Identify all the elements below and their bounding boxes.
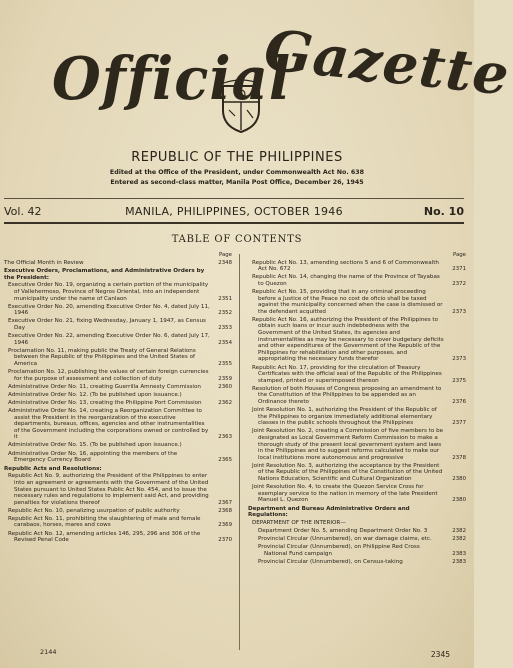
toc-entry [4,408,232,441]
toc-entry [248,520,466,527]
toc-entry [248,407,466,427]
toc-entry [4,260,232,267]
toc-entry-text: Republic Act No. 15, providing that in any criminal proceeding before a Justice of the Peace no cost de oficio shall be taxed against the municipality concerned when the case is dismissed or the defendant acquitted [252,288,443,315]
toc-entry-page: 2373 [452,356,466,363]
toc-entry [4,451,232,464]
toc-section-heading [4,268,232,281]
toc-entry-page: 2352 [218,310,232,317]
edited-line: Edited at the Office of the President, under Commonwealth Act No. 638 [109,169,365,176]
toc-entry [4,508,232,515]
toc-entry-page: 2362 [218,399,232,406]
toc-page-label: Page [218,252,232,258]
toc-entry-page: 2363 [218,434,232,441]
toc-entry [4,282,232,302]
toc-entry-page: 2372 [452,280,466,287]
toc-entry-page: 2348 [218,259,232,266]
toc-entry [248,260,466,273]
toc-entry-page: 2376 [452,398,466,405]
toc-entry-text: Joint Resolution No. 4, to create the Quezon Service Cross for exemplary service to the nation in memory of the late President Manuel L. Quezon [252,484,438,504]
toc-entry-text: Department and Bureau Administrative Orders and Regulations: [248,505,410,519]
toc-entry-text: Joint Resolution No. 2, creating a Commission of five members to be designated as Local Government Reform Commission to make a thorough study of the present local government system and laws in the Philippines and to suggest reforms calculated to make our local institutions more autonomous and progressive [252,428,444,461]
toc-entry-text: DEPARTMENT OF THE INTERIOR— [252,520,346,527]
toc-entry [248,544,466,557]
toc-entry-text: Proclamation No. 12, publishing the values of certain foreign currencies for the purpose of assessment and collection of duty [8,369,209,382]
toc-entry-page: 2382 [452,528,466,535]
masthead-title-right: Gazette [261,17,513,109]
toc-entry-page: 2370 [218,537,232,544]
toc-entry-page: 2360 [218,383,232,390]
toc-entry-text: Proclamation No. 11, making public the Treaty of General Relations between the Republic of the Philippines and the United States of America [8,347,196,367]
toc-entry-page: 2375 [452,377,466,384]
toc-title: TABLE OF CONTENTS [171,234,303,245]
toc-entry-page: 2383 [452,559,466,566]
toc-right-list [248,260,466,566]
toc-left-list [4,260,232,544]
toc-entry [4,531,232,544]
toc-entry-text: The Official Month in Review [4,259,84,266]
toc-entry [248,317,466,363]
toc-entry-text: Joint Resolution No. 1, authorizing the President of the Republic of the Philippines to organize immediately additional elementary classes in the public schools throughout the Philippines [252,407,437,427]
toc-entry-text: Republic Act No. 9, authorizing the President of the Philippines to enter into an agreement or agreements with the Government of the United States pursuant to United States Public Act No. 454, and to issue the necessary rules and regulations to implement said Act, and providing penalties for violations thereof [8,473,209,506]
toc-entry-page: 2373 [452,308,466,315]
toc-entry-page: 2380 [452,476,466,482]
toc-entry-page: 2377 [452,420,466,427]
volume-bar [4,198,464,224]
toc-entry [4,348,232,368]
toc-entry-page: 2351 [218,295,232,302]
toc-entry [4,442,232,449]
footer-page-number: 2345 [430,650,450,659]
toc-entry-page: 2371 [452,266,466,273]
toc-entry-text: Administrative Order No. 13, creating the Philippine Port Commission [8,399,202,406]
toc-entry [4,369,232,382]
toc-entry-text: Republic Act No. 17, providing for the circulation of Treasury Certificates with the official seal of the Republic of the Philippines stamped, printed or superimposed thereon [252,364,442,384]
toc-page-label-right: Page [452,252,466,258]
toc-entry [4,333,232,346]
toc-entry-page: 2380 [452,497,466,504]
toc-entry [248,463,466,483]
toc-entry-page: 2378 [452,454,466,461]
toc-entry-text: Republic Acts and Resolutions: [4,465,102,472]
toc-right-column [248,252,466,567]
column-divider [239,254,240,650]
toc-entry-text: Administrative Order No. 15. (To be published upon issuance.) [8,442,182,449]
toc-left-column [4,252,232,545]
toc-entry [4,384,232,391]
toc-entry-page: 2367 [218,499,232,506]
toc-entry-text: Administrative Order No. 14, creating a Reorganization Committee to assist the President in the reorganization of the executive departments, bureaus, offices, agencies and other instrumentalities of the Government including the corporations owned or controlled by it [8,407,209,441]
toc-entry [4,400,232,407]
toc-entry-page: 2365 [218,457,232,464]
toc-entry-text: Administrative Order No. 11, creating Guerrilla Amnesty Commission [8,383,201,390]
toc-entry [248,484,466,504]
publication-notice [0,168,474,188]
toc-entry [4,392,232,399]
volume-number: Vol. 42 [4,205,42,218]
toc-entry [248,289,466,315]
toc-entry [248,365,466,385]
republic-heading: REPUBLIC OF THE PHILIPPINES [131,150,343,165]
footer-left-number: 2144 [40,648,57,656]
toc-entry [248,274,466,287]
toc-entry [4,304,232,317]
toc-entry [4,516,232,529]
toc-entry [248,528,466,535]
masthead-title-left: Official [52,44,292,114]
toc-entry-text: Administrative Order No. 16, appointing the members of the Emergency Currency Board [8,450,178,464]
toc-entry-page: 2355 [218,360,232,367]
toc-entry-page: 2359 [218,375,232,382]
toc-entry-page: 2353 [218,324,232,331]
toc-entry-text: Republic Act No. 13, amending sections 5 and 6 of Commonwealth Act No. 672 [252,259,439,273]
toc-entry-text: Executive Order No. 19, organizing a certain portion of the municipality of Vallehermoso, Province of Negros Oriental, into an independent municipality under the name of Canlaon [8,282,209,302]
toc-entry-page: 2383 [452,550,466,557]
toc-entry-text: Resolution of both Houses of Congress proposing an amendment to the Constitution of the Philippines to be appended as an Ordinance thereto [252,385,442,405]
masthead [6,0,513,150]
toc-entry-text: Republic Act No. 14, changing the name of the Province of Tayabas to Quezon [252,274,440,287]
toc-entry-text: Executive Order No. 21, fixing Wednesday, January 1, 1947, as Census Day [8,318,206,331]
toc-entry-text: Provincial Circular (Unnumbered), on Philippine Red Cross National Fund campaign [258,544,420,557]
toc-entry-page: 2354 [218,339,232,346]
toc-entry-page: 2369 [218,522,232,529]
toc-entry-text: Department Order No. 5, amending Department Order No. 3 [258,528,428,535]
entered-line: Entered as second-class matter, Manila Post Office, December 26, 1945 [110,179,364,186]
toc-entry [4,473,232,506]
toc-entry-text: Joint Resolution No. 3, authorizing the acceptance by the President of the Republic of the Philippines of the Constitution of the United Nations Education, Scientific and Cultural Organization [252,462,443,482]
toc-entry-text: Republic Act No. 10, penalizing usurpation of public authority [8,507,180,514]
place-date: MANILA, PHILIPPINES, OCTOBER 1946 [125,205,343,218]
toc-entry-text: Administrative Order No. 12. (To be published upon issuance.) [8,391,182,398]
toc-section-heading [4,466,232,473]
toc-entry [248,386,466,406]
toc-entry [248,559,466,566]
toc-entry-text: Executive Order No. 20, amending Executive Order No. 4, dated July 11, 1946 [8,303,210,317]
toc-entry-text: Republic Act No. 12, amending articles 146, 295, 296 and 306 of the Revised Penal Code [8,530,201,544]
toc-entry-text: Provincial Circular (Unnumbered), on Census-taking [258,559,403,566]
issue-number: No. 10 [423,205,464,218]
toc-section-heading [248,506,466,519]
toc-entry [4,318,232,331]
toc-entry-page: 2368 [218,507,232,514]
toc-entry-text: Executive Orders, Proclamations, and Administrative Orders by the President: [4,268,205,281]
toc-entry-text: Executive Order No. 22, amending Executive Order No. 6, dated July 17, 1946 [8,333,210,346]
philippine-seal-icon [217,80,265,134]
toc-entry-text: Provincial Circular (Unnumbered), on war damage claims, etc. [258,536,432,543]
toc-entry-text: Republic Act No. 11, prohibiting the slaughtering of male and female carabaos, horses, mares and cows [8,515,201,529]
toc-entry-text: Republic Act No. 16, authorizing the President of the Philippines to obtain such loans or incur such indebtedness with the Government of the United States, its agencies and instrumentalities as may be necessary to cover budgetary deficits and other expenditures of the Government of the Republic of the Philippines for rehabilitation and other purposes, and appropriating the necessary funds therefor [252,316,444,363]
toc-entry [248,428,466,461]
toc-entry-page: 2382 [452,536,466,543]
toc-entry [248,536,466,543]
